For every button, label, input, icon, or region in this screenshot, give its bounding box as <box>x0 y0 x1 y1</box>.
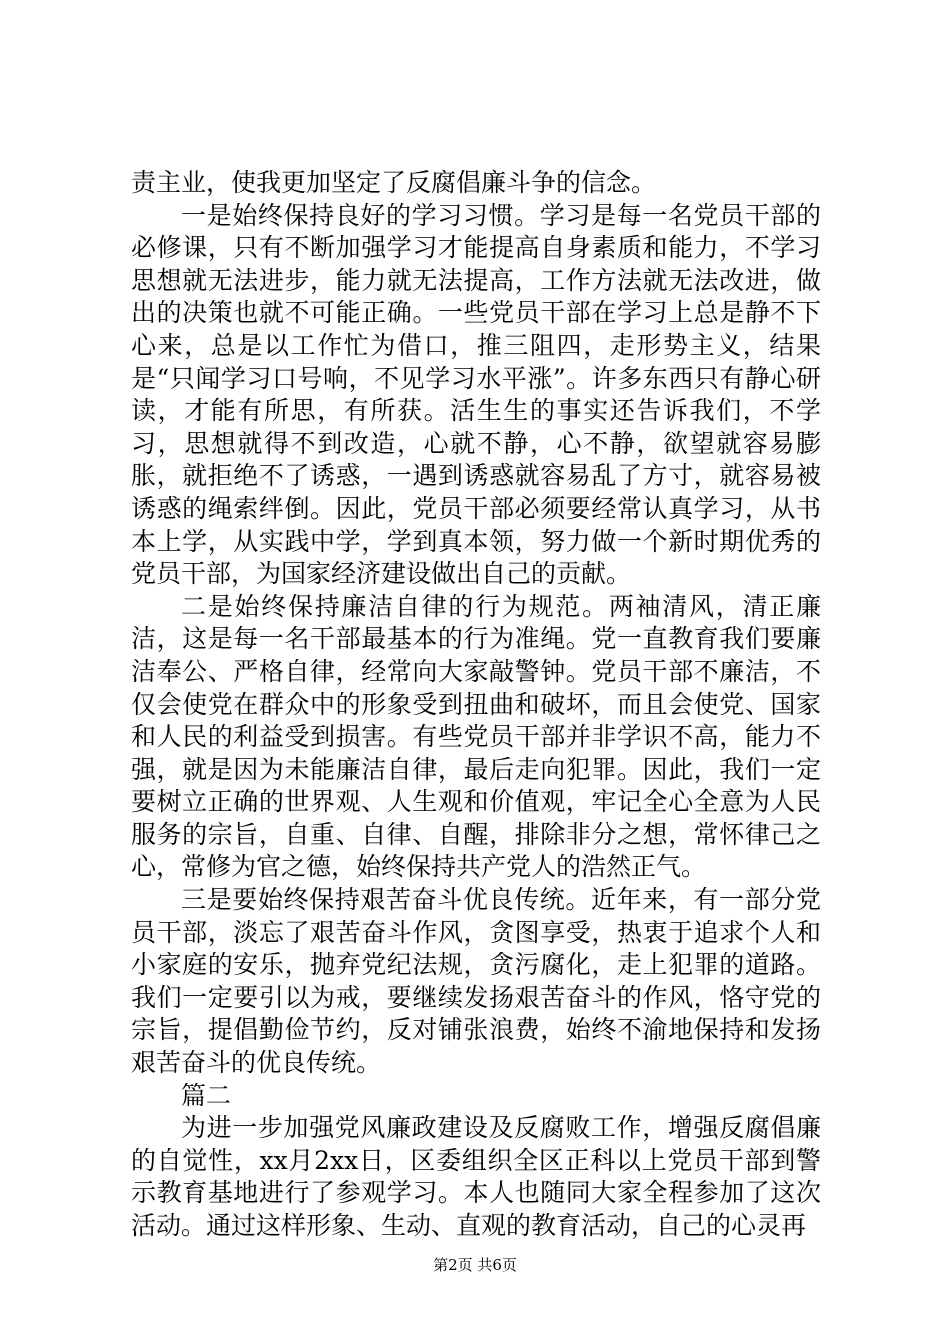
document-body <box>131 167 821 1243</box>
paragraph-continuation: 责主业，使我更加坚定了反腐倡廉斗争的信念。 <box>131 168 657 197</box>
paragraph-hard-work: 三是要始终保持艰苦奋斗优良传统。近年来，有一部分党员干部，淡忘了艰苦奋斗作风，贪图享受，热衷于追求个人和小家庭的安乐，抛弃党纪法规，贪污腐化，走上犯罪的道路。我们一定要引以为戒，要继续发扬艰苦奋斗的作风，恪守党的宗旨，提倡勤俭节约，反对铺张浪费，始终不渝地保持和发扬艰苦奋斗的优良传统。 <box>131 885 821 1078</box>
paragraph-integrity: 二是始终保持廉洁自律的行为规范。两袖清风，清正廉洁，这是每一名干部最基本的行为准绳。党一直教育我们要廉洁奉公、严格自律，经常向大家敲警钟。党员干部不廉洁，不仅会使党在群众中的形象受到扭曲和破坏，而且会使党、国家和人民的利益受到损害。有些党员干部并非学识不高，能力不强，就是因为未能廉洁自律，最后走向犯罪。因此，我们一定要树立正确的世界观、人生观和价值观，牢记全心全意为人民服务的宗旨，自重、自律、自醒，排除非分之想，常怀律己之心，常修为官之德，始终保持共产党人的浩然正气。 <box>131 591 821 882</box>
paragraph-visit: 为进一步加强党风廉政建设及反腐败工作，增强反腐倡廉的自觉性，xx月2xx日，区委组织全区正科以上党员干部到警示教育基地进行了参观学习。本人也随同大家全程参加了这次活动。通过这样形象、生动、直观的教育活动，自己的心灵再 <box>131 1113 821 1240</box>
paragraph-study-habits: 一是始终保持良好的学习习惯。学习是每一名党员干部的必修课，只有不断加强学习才能提高自身素质和能力，不学习思想就无法进步，能力就无法提高，工作方法就无法改进，做出的决策也就不可能正确。一些党员干部在学习上总是静不下心来，总是以工作忙为借口，推三阻四，走形势主义，结果是“只闻学习口号响，不见学习水平涨”。许多东西只有静心研读，才能有所思，有所获。活生生的事实还告诉我们，不学习，思想就得不到改造，心就不静，心不静，欲望就容易膨胀，就拒绝不了诱惑，一遇到诱惑就容易乱了方寸，就容易被诱惑的绳索绊倒。因此，党员干部必须要经常认真学习，从书本上学，从实践中学，学到真本领，努力做一个新时期优秀的党员干部，为国家经济建设做出自己的贡献。 <box>131 200 821 589</box>
section-heading: 篇二 <box>181 1080 232 1110</box>
page-number-footer: 第2页 共6页 <box>433 1256 517 1274</box>
